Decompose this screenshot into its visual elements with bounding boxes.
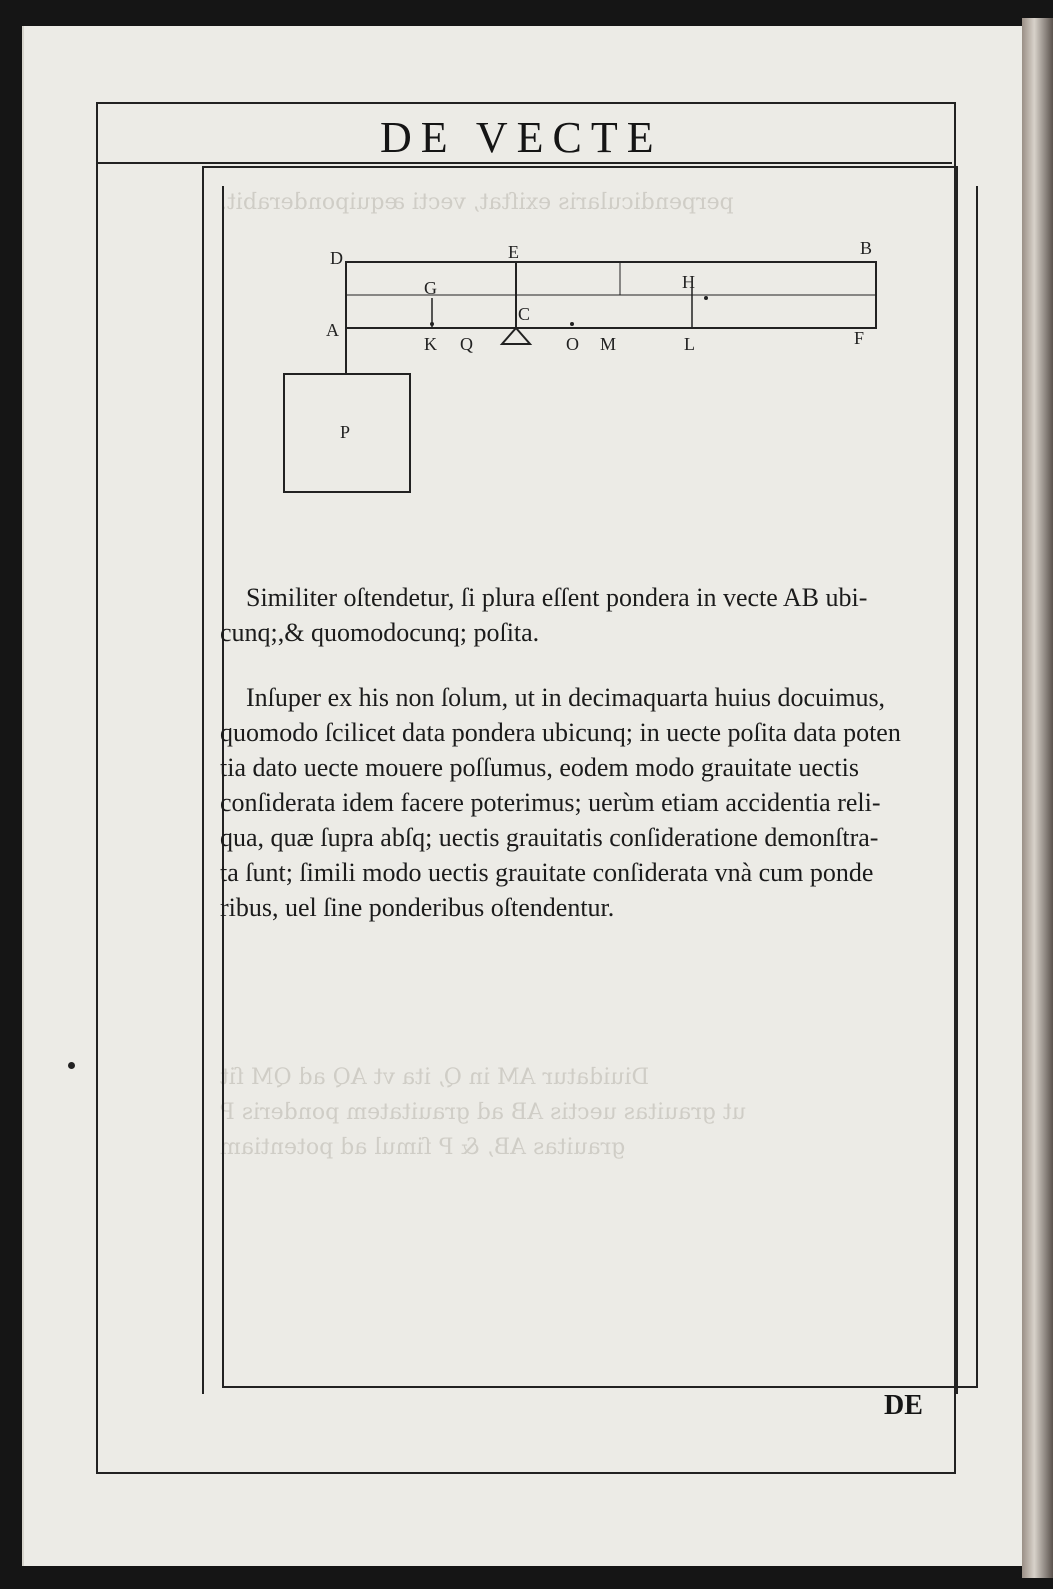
text-line: Inſuper ex his non ſolum, ut in decimaquarta huius docuimus, bbox=[246, 683, 886, 712]
label-h: H bbox=[682, 272, 695, 292]
label-q: Q bbox=[460, 334, 473, 354]
text-line: conſiderata idem facere poterimus; uerùm etiam accidentia reli- bbox=[220, 788, 881, 817]
label-l: L bbox=[684, 334, 695, 354]
bleed-through: grauitas AB, & P ſimul ad potentiam bbox=[220, 1135, 626, 1160]
page-edge bbox=[1022, 18, 1053, 1578]
text-line: ribus, uel ſine ponderibus oſtendentur. bbox=[220, 893, 615, 922]
label-g: G bbox=[424, 278, 437, 298]
text-line: qua, quæ ſupra abſq; uectis grauitatis conſideratione demonſtra- bbox=[220, 823, 879, 852]
margin-dot bbox=[68, 1062, 75, 1069]
label-b: B bbox=[860, 240, 873, 258]
bleed-through: Diuidatur AM in Q, ita vt AQ ad QM ſit bbox=[220, 1065, 650, 1090]
lever-diagram bbox=[270, 240, 920, 520]
text-line: cunq;,& quomodocunq; poſita. bbox=[220, 618, 540, 647]
paragraph-1 bbox=[220, 580, 966, 650]
label-c: C bbox=[518, 304, 531, 324]
bleed-through: ut grauitas uectis AB ad grauitatem ponderis P bbox=[220, 1100, 746, 1125]
label-p: P bbox=[340, 422, 351, 442]
text-line: tia dato uecte mouere poſſumus, eodem modo grauitate uectis bbox=[220, 753, 859, 782]
catchword: DE bbox=[884, 1390, 923, 1421]
bleed-through: perpendicularis exiſtat, vecti æquiponderabit. bbox=[220, 190, 734, 215]
label-o: O bbox=[566, 334, 579, 354]
text-line: Similiter oſtendetur, ſi plura eſſent pondera in vecte AB ubi- bbox=[246, 583, 868, 612]
fulcrum-triangle bbox=[502, 328, 530, 344]
paragraph-2 bbox=[220, 680, 966, 925]
text-line: quomodo ſcilicet data pondera ubicunq; in uecte poſita data poten bbox=[220, 718, 901, 747]
label-a: A bbox=[326, 320, 339, 340]
label-f: F bbox=[854, 328, 865, 348]
label-e: E bbox=[508, 242, 519, 262]
label-k: K bbox=[424, 334, 437, 354]
label-m: M bbox=[600, 334, 617, 354]
running-head: DE VECTE bbox=[380, 113, 663, 162]
text-line: ta ſunt; ſimili modo uectis grauitate conſiderata vnà cum ponde bbox=[220, 858, 874, 887]
label-d: D bbox=[330, 248, 343, 268]
